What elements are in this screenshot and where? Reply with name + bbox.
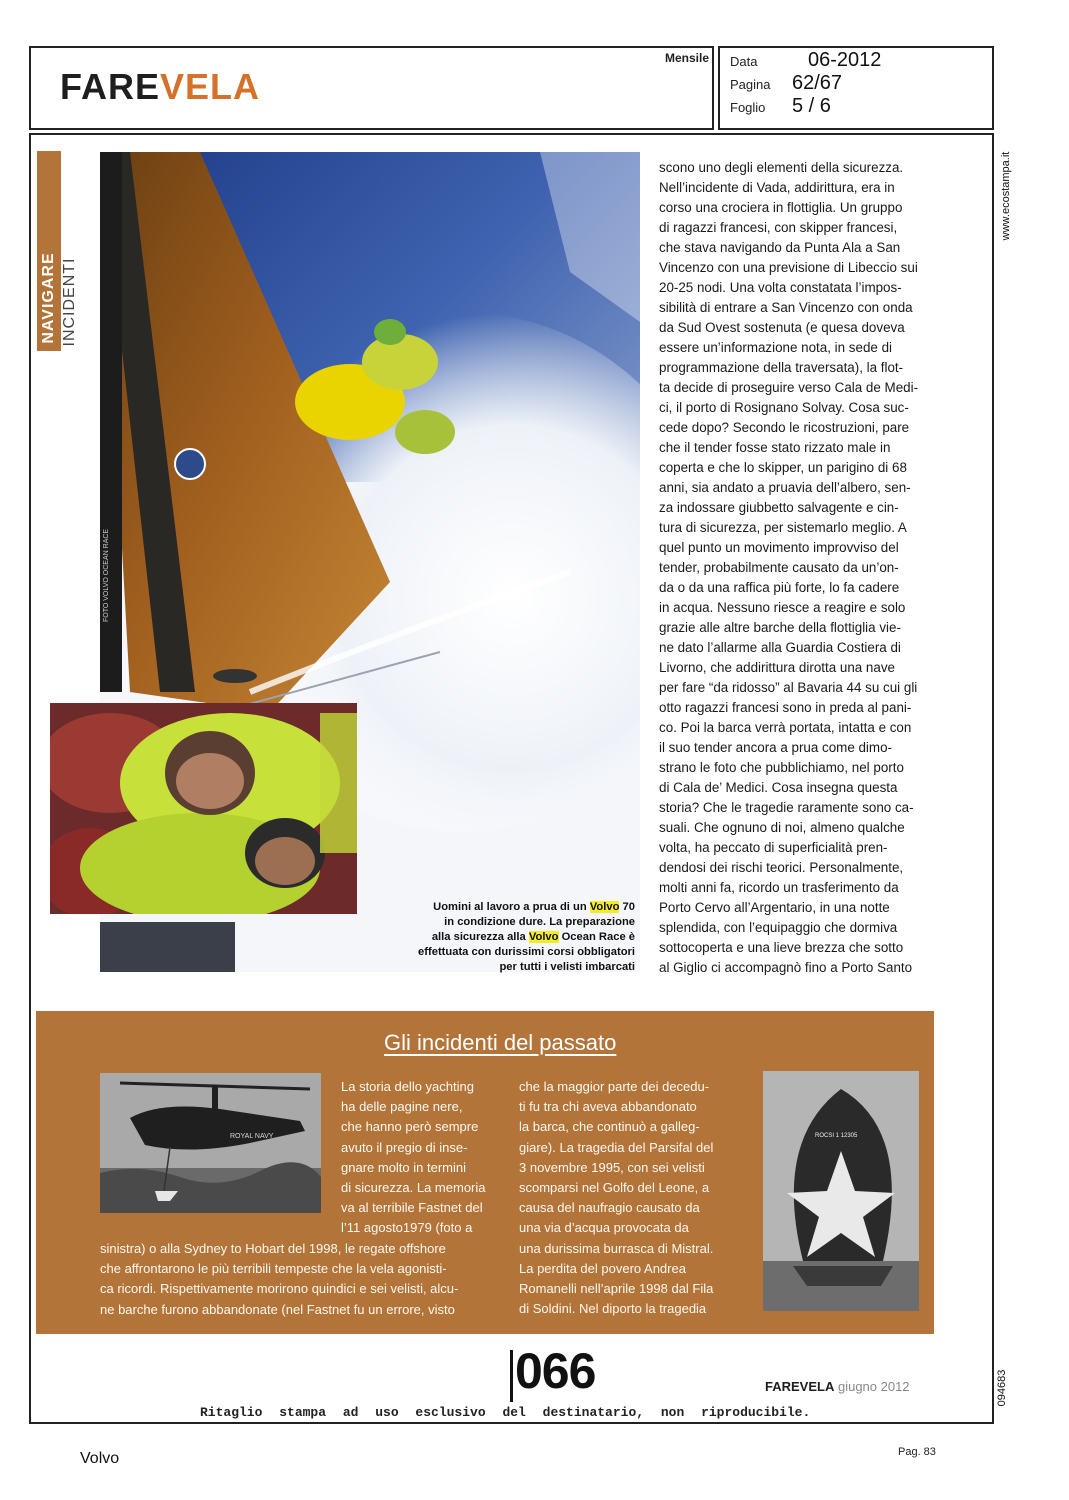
article-line: in acqua. Nessuno riesce a reagire e solo	[659, 600, 906, 615]
article-line: quel punto un movimento improvviso del	[659, 540, 899, 555]
caption-line5: per tutti i velisti imbarcati	[499, 961, 635, 973]
article-column	[659, 158, 918, 978]
footer-brand-line	[765, 1379, 910, 1394]
article-line: Nell’incidente di Vada, addirittura, era in	[659, 180, 895, 195]
page-number-bar	[510, 1350, 513, 1402]
article-line: molti anni fa, ricordo un trasferimento da	[659, 880, 899, 895]
box-line: ha delle pagine nere,	[341, 1099, 463, 1115]
article-line: al Giglio ci accompagnò fino a Porto Santo	[659, 960, 913, 975]
box-line: ti fu tra chi aveva abbandonato	[519, 1099, 697, 1115]
history-box-column-1	[341, 1077, 486, 1239]
article-line: Livorno, che addirittura dirotta una nave	[659, 660, 895, 675]
box-line: la barca, che continuò a galleg-	[519, 1119, 700, 1135]
article-line: 20-25 nodi. Una volta constatata l’impos-	[659, 280, 902, 295]
box-line: una via d’acqua provocata da	[519, 1220, 689, 1236]
caption-line1-text: Uomini al lavoro a prua di un	[433, 901, 590, 913]
farevela-logo	[60, 66, 260, 108]
box-line: sinistra) o alla Sydney to Hobart del 1998, le regate offshore	[100, 1241, 446, 1256]
article-line: sibilità di entrare a San Vincenzo con onda	[659, 300, 913, 315]
box-line: che affrontarono le più terribili tempeste che la vela agonisti-	[100, 1261, 447, 1277]
periodicity-label: Mensile	[665, 51, 710, 65]
article-line: di ragazzi francesi, con skipper francesi,	[659, 220, 898, 235]
article-line: otto ragazzi francesi sono in preda al pani-	[659, 700, 912, 715]
article-line: storia? Che le tragedie raramente sono ca-	[659, 800, 914, 815]
data-label: Data	[730, 54, 758, 69]
box-line: ca ricordi. Rispettivamente morirono quindici e sei velisti, alcu-	[100, 1281, 459, 1297]
spinnaker-illustration	[763, 1071, 919, 1311]
article-line: scono uno degli elementi della sicurezza.	[659, 160, 904, 175]
article-line: il suo tender ancora a prua come dimo-	[659, 740, 892, 755]
foglio-value: 5 / 6	[792, 95, 831, 117]
disclaimer: Ritaglio stampa ad uso esclusivo del destinatario, non riproducibile.	[200, 1405, 811, 1420]
box-line: di Soldini. Nel diporto la tragedia	[519, 1301, 707, 1317]
helicopter-label: ROYAL NAVY	[230, 1133, 274, 1140]
article-line: che stava navigando da Punta Ala a San	[659, 240, 901, 255]
article-line: tura di sicurezza, per sistemarlo meglio. A	[659, 520, 907, 535]
section-title: NAVIGARE	[40, 252, 57, 344]
article-line: per fare “da ridosso” al Bavaria 44 su cui gli	[659, 680, 918, 695]
box-line: una durissima burrasca di Mistral.	[519, 1240, 714, 1256]
article-line: co. Poi la barca verrà portata, intatta e con	[659, 720, 912, 735]
box-line: La perdita del povero Andrea	[519, 1260, 686, 1276]
box-line: ne barche furono abbandonate (nel Fastnet fu un errore, visto	[100, 1301, 455, 1317]
helicopter-photo	[100, 1073, 321, 1213]
inset-photo-crew	[50, 703, 357, 914]
caption-line1-end: 70	[619, 901, 635, 913]
box-line: Romanelli nell’aprile 1998 dal Fila	[519, 1281, 714, 1297]
article-line: splendida, con l’equipaggio che dormiva	[659, 920, 898, 935]
pagina-value: 62/67	[792, 72, 843, 94]
article-line: cede dopo? Secondo le ricostruzioni, pare	[659, 420, 910, 435]
caption-highlight-volvo-2: Volvo	[528, 931, 559, 943]
article-line: da o da una raffica più forte, lo fa cadere	[659, 580, 900, 595]
history-box-column-2	[519, 1077, 713, 1319]
footer-date: giugno 2012	[837, 1379, 910, 1394]
photo-bottom-strip	[100, 922, 235, 972]
helicopter-illustration	[100, 1073, 321, 1213]
article-line: Porto Cervo all’Argentario, in una notte	[659, 900, 890, 915]
article-line: programmazione della traversata), la flot-	[659, 360, 904, 375]
section-subtitle: INCIDENTI	[61, 257, 78, 347]
box-line: La storia dello yachting	[341, 1079, 474, 1094]
spinnaker-photo	[763, 1071, 919, 1311]
box-line: va al terribile Fastnet del	[341, 1200, 483, 1216]
sail-number: ROCSI 1 12305	[815, 1133, 858, 1139]
article-line: ne dato l’allarme alla Guardia Costiera di	[659, 640, 901, 655]
caption-line2: in condizione dure. La preparazione	[444, 916, 635, 928]
box-line: che hanno però sempre	[341, 1119, 479, 1135]
article-line: da Sud Ovest sostenuta (e quesa doveva	[659, 320, 905, 335]
box-line: scomparsi nel Golfo del Leone, a	[519, 1180, 710, 1196]
history-box-title: Gli incidenti del passato	[384, 1030, 617, 1055]
data-value: 06-2012	[808, 49, 882, 71]
box-line: avuto il pregio di inse-	[341, 1139, 468, 1155]
box-line: causa del naufragio causato da	[519, 1200, 700, 1216]
crew-illustration	[50, 703, 357, 914]
footer-brand: FAREVELA	[765, 1379, 835, 1394]
box-line: l’11 agosto1979 (foto a	[341, 1220, 473, 1236]
history-box-column-1-wide	[100, 1239, 458, 1320]
article-line: suali. Che ognuno di noi, almeno qualche	[659, 820, 905, 835]
article-line: ci, il porto di Rosignano Solvay. Cosa suc-	[659, 400, 909, 415]
article-line: coperta e che lo skipper, un parigino di 68	[659, 460, 907, 475]
article-line: sottocoperta e una lieve brezza che sotto	[659, 940, 904, 955]
page-ref: Pag. 83	[898, 1446, 936, 1458]
article-line: dendosi dei rischi teorici. Personalmente,	[659, 860, 904, 875]
article-line: tender, probabilmente causato da un’on-	[659, 560, 899, 575]
article-line: che il tender fosse stato rizzato male in	[659, 440, 891, 455]
article-line: essere un’informazione nota, in sede di	[659, 340, 892, 355]
side-code: 094683	[996, 1369, 1008, 1407]
caption-line4: effettuata con durissimi corsi obbligatori	[418, 946, 635, 958]
photo-credit: FOTO VOLVO OCEAN RACE	[103, 528, 110, 622]
box-line: di sicurezza. La memoria	[341, 1180, 486, 1196]
keyword-label: Volvo	[80, 1450, 120, 1467]
article-line: za indossare giubbetto salvagente e cin-	[659, 500, 899, 515]
article-line: corso una crociera in flottiglia. Un gruppo	[659, 200, 903, 215]
side-url: www.ecostampa.it	[1000, 151, 1012, 241]
article-line: strano le foto che pubblichiamo, nel porto	[659, 760, 904, 775]
caption-highlight-volvo-1: Volvo	[589, 901, 620, 913]
article-line: Vincenzo con una previsione di Libeccio sui	[659, 260, 918, 275]
box-line: che la maggior parte dei decedu-	[519, 1079, 710, 1094]
pagina-label: Pagina	[730, 77, 771, 92]
photo-caption	[418, 900, 635, 975]
caption-line3-text: alla sicurezza alla	[431, 931, 529, 943]
page-number: 066	[515, 1343, 596, 1399]
article-line: di Cala de’ Medici. Cosa insegna questa	[659, 780, 898, 795]
box-line: giare). La tragedia del Parsifal del	[519, 1139, 714, 1155]
box-line: 3 novembre 1995, con sei velisti	[519, 1159, 705, 1175]
box-line: gnare molto in termini	[341, 1159, 466, 1175]
article-line: grazie alle altre barche della flottiglia vie-	[659, 620, 901, 635]
logo-text-fare: FARE	[60, 66, 161, 107]
logo-text-vela: VELA	[160, 66, 261, 107]
caption-line3-end: Ocean Race è	[558, 931, 635, 943]
article-line: volta, ha peccato di superficialità pren-	[659, 840, 888, 855]
article-line: anni, sia andato a pruavia dell’albero, sen-	[659, 480, 911, 495]
article-line: ta decide di proseguire verso Cala de Medi-	[659, 380, 919, 395]
foglio-label: Foglio	[730, 100, 766, 115]
